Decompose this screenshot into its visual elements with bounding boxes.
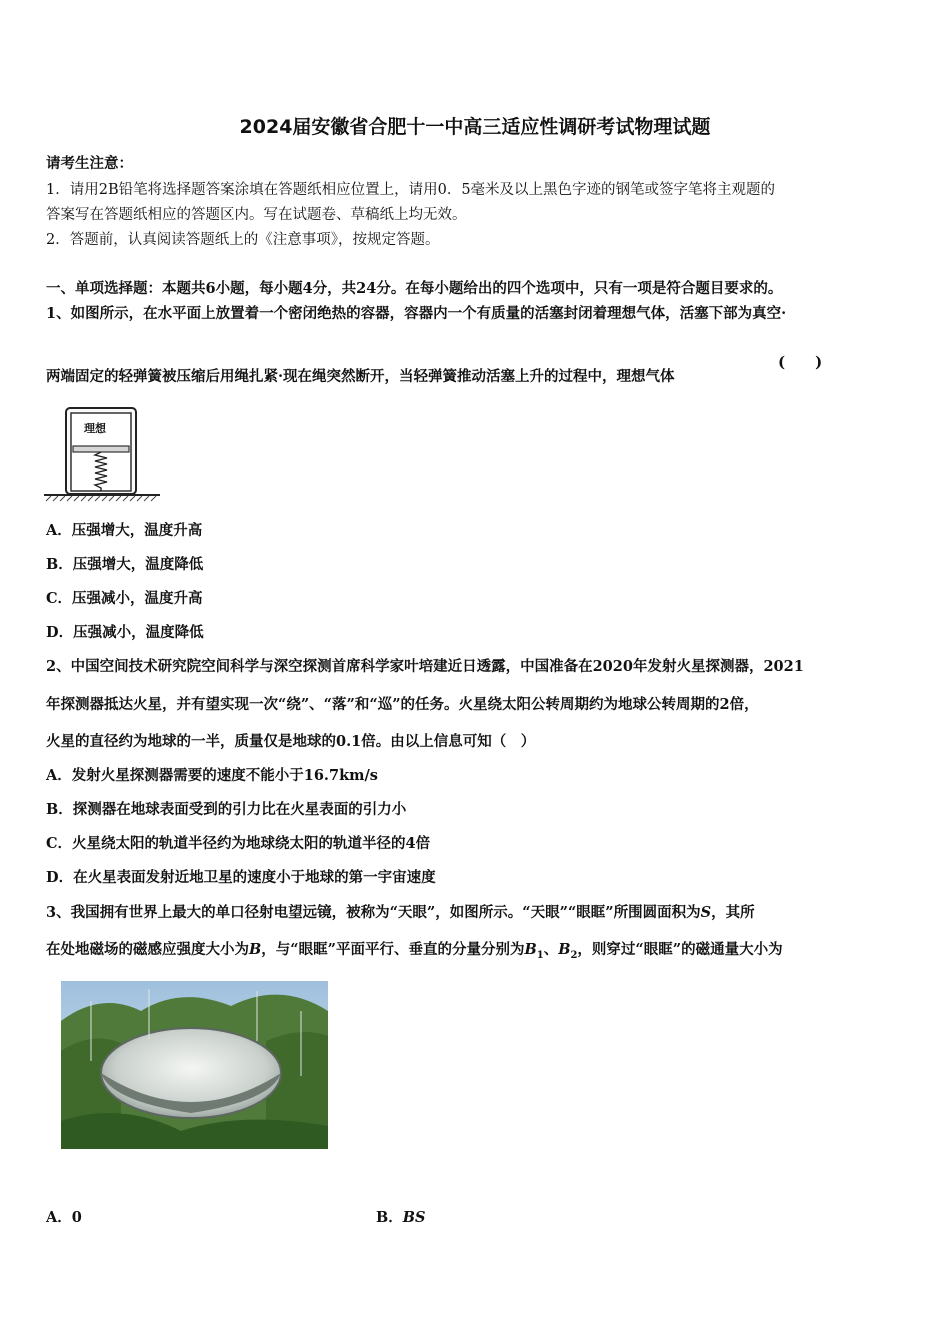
container-figure bbox=[44, 406, 160, 504]
variable-b2: B bbox=[558, 941, 571, 958]
question-2-option-b: B．探测器在地球表面受到的引力比在火星表面的引力小 bbox=[46, 801, 407, 818]
question-3-line-2-text: 在处地磁场的磁感应强度大小为 bbox=[46, 941, 249, 958]
question-2-option-d: D．在火星表面发射近地卫星的速度小于地球的第一宇宙速度 bbox=[46, 869, 436, 886]
figure-gas-label: 理想 bbox=[84, 422, 106, 435]
question-2-option-c: C．火星绕太阳的轨道半径约为地球绕太阳的轨道半径的4倍 bbox=[46, 835, 431, 852]
page-title: 2024届安徽省合肥十一中高三适应性调研考试物理试题 bbox=[239, 116, 711, 138]
separator: 、 bbox=[543, 941, 559, 958]
question-2-line-3: 火星的直径约为地球的一半，质量仅是地球的0.1倍。由以上信息可知（ ） bbox=[46, 733, 536, 750]
subscript-1: 1 bbox=[536, 949, 544, 961]
question-3-option-a-label: A． bbox=[46, 1209, 72, 1226]
question-1-answer-bracket: ( ) bbox=[778, 353, 823, 371]
question-1-option-b: B．压强增大，温度降低 bbox=[46, 556, 204, 573]
question-3-option-a bbox=[46, 1206, 82, 1227]
notice-item-2: 2．答题前，认真阅读答题纸上的《注意事项》，按规定答题。 bbox=[46, 232, 440, 248]
question-3-line-2 bbox=[46, 938, 783, 961]
question-2-line-2: 年探测器抵达火星，并有望实现一次“绕”、“落”和“巡”的任务。火星绕太阳公转周期约为地球公转周期的2倍， bbox=[46, 696, 759, 713]
notice-heading: 请考生注意： bbox=[46, 155, 133, 172]
variable-b1: B bbox=[524, 941, 537, 958]
question-3-line-1-text: 3、我国拥有世界上最大的单口径射电望远镜，被称为“天眼”，如图所示。“天眼”“眼眶”所围圆面积为 bbox=[46, 904, 701, 921]
question-3-option-b-value: BS bbox=[402, 1209, 426, 1226]
question-1-option-a: A．压强增大，温度升高 bbox=[46, 522, 203, 539]
question-3-option-b-label: B． bbox=[376, 1209, 403, 1226]
question-3-line-2-mid: ，与“眼眶”平面平行、垂直的分量分别为 bbox=[261, 941, 525, 958]
question-1-line-2: 两端固定的轻弹簧被压缩后用绳扎紧·现在绳突然断开，当轻弹簧推动活塞上升的过程中，理想气体 bbox=[46, 368, 675, 385]
variable-s: S bbox=[700, 904, 712, 921]
question-2-option-a: A．发射火星探测器需要的速度不能小于16.7km/s bbox=[46, 767, 378, 784]
question-3-line-1-tail: ，其所 bbox=[711, 904, 755, 921]
question-1-line-1: 1、如图所示，在水平面上放置着一个密闭绝热的容器，容器内一个有质量的活塞封闭着理想气体，活塞下部为真空· bbox=[46, 305, 787, 322]
notice-item-1-line-1: 1．请用2B铅笔将选择题答案涂填在答题纸相应位置上，请用0．5毫米及以上黑色字迹的钢笔或签字笔将主观题的 bbox=[46, 182, 776, 198]
question-1-option-c: C．压强减小，温度升高 bbox=[46, 590, 203, 607]
notice-item-1-line-2: 答案写在答题纸相应的答题区内。写在试题卷、草稿纸上均无效。 bbox=[46, 207, 467, 223]
question-3-line-1 bbox=[46, 901, 755, 922]
variable-b: B bbox=[249, 941, 262, 958]
section-1-heading: 一、单项选择题：本题共6小题，每小题4分，共24分。在每小题给出的四个选项中，只有一项是符合题目要求的。 bbox=[46, 280, 783, 297]
subscript-2: 2 bbox=[570, 949, 578, 961]
question-3-line-2-tail: ，则穿过“眼眶”的磁通量大小为 bbox=[577, 941, 783, 958]
question-2-line-1: 2、中国空间技术研究院空间科学与深空探测首席科学家叶培建近日透露，中国准备在2020年发射火星探测器，2021 bbox=[46, 658, 804, 675]
question-1-option-d: D．压强减小，温度降低 bbox=[46, 624, 204, 641]
question-3-option-b bbox=[376, 1206, 426, 1227]
telescope-photo bbox=[61, 981, 328, 1149]
question-3-option-a-value: 0 bbox=[71, 1209, 82, 1226]
piston bbox=[73, 446, 129, 452]
